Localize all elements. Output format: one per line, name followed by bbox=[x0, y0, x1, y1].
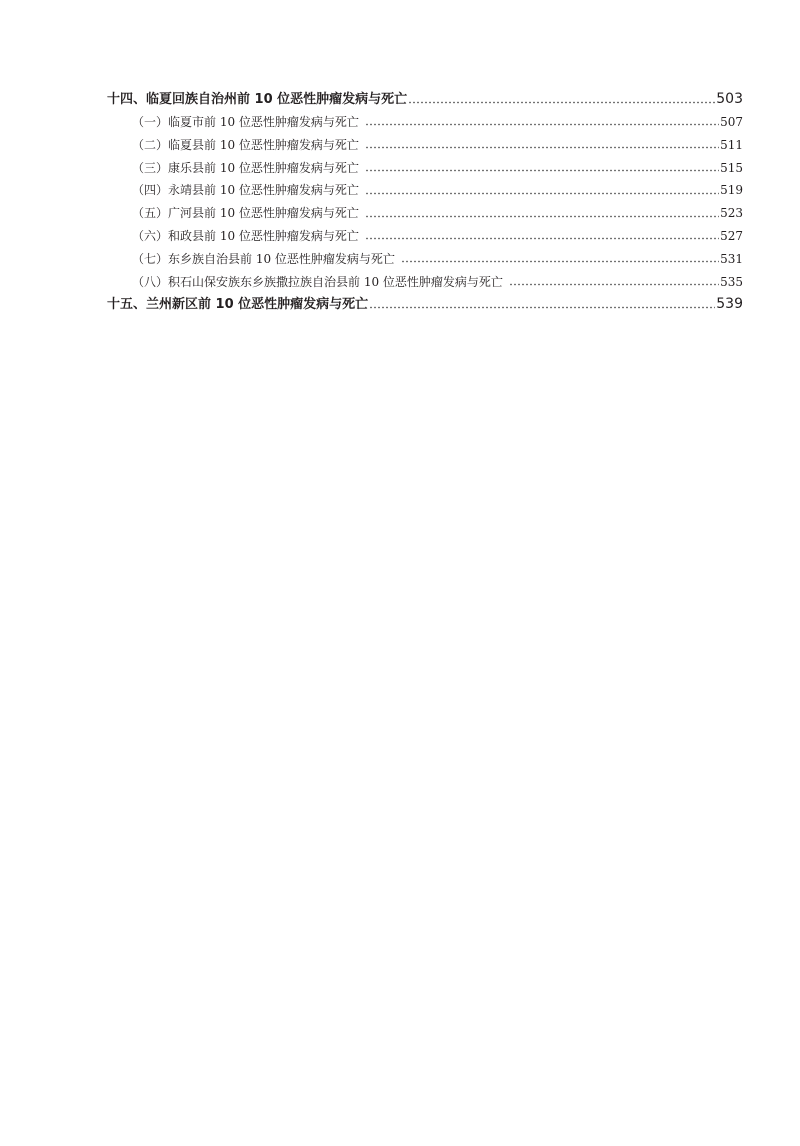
toc-entry-title: （二）临夏县前 10 位恶性肿瘤发病与死亡 bbox=[132, 137, 359, 152]
toc-entry-page: 519 bbox=[720, 183, 743, 198]
dot-leader bbox=[369, 300, 715, 310]
toc-entry-subsection[interactable] bbox=[107, 271, 743, 294]
toc-entry-title: 十四、临夏回族自治州前 10 位恶性肿瘤发病与死亡 bbox=[107, 92, 408, 107]
toc-entry-title: （四）永靖县前 10 位恶性肿瘤发病与死亡 bbox=[132, 183, 359, 198]
toc-entry-subsection[interactable] bbox=[107, 179, 743, 202]
dot-leader bbox=[408, 95, 715, 105]
toc-entry-page: 523 bbox=[720, 206, 743, 221]
dot-leader bbox=[401, 254, 719, 264]
toc-entry-title: （三）康乐县前 10 位恶性肿瘤发病与死亡 bbox=[132, 160, 359, 175]
toc-entry-subsection[interactable] bbox=[107, 157, 743, 180]
toc-entry-title: 十五、兰州新区前 10 位恶性肿瘤发病与死亡 bbox=[107, 297, 369, 313]
toc-entry-page: 531 bbox=[720, 251, 743, 266]
toc-entry-section[interactable] bbox=[107, 88, 743, 111]
toc-entry-subsection[interactable] bbox=[107, 111, 743, 134]
table-of-contents bbox=[107, 88, 743, 316]
toc-entry-page: 507 bbox=[720, 115, 743, 129]
toc-entry-page: 535 bbox=[720, 274, 743, 289]
toc-entry-page: 539 bbox=[716, 296, 743, 313]
dot-leader bbox=[365, 231, 719, 241]
toc-entry-section[interactable] bbox=[107, 293, 743, 316]
toc-entry-title: （七）东乡族自治县前 10 位恶性肿瘤发病与死亡 bbox=[132, 251, 395, 266]
dot-leader bbox=[365, 140, 719, 150]
toc-entry-subsection[interactable] bbox=[107, 202, 743, 225]
toc-entry-title: （五）广河县前 10 位恶性肿瘤发病与死亡 bbox=[132, 206, 359, 221]
dot-leader bbox=[365, 186, 719, 196]
toc-entry-subsection[interactable] bbox=[107, 225, 743, 248]
toc-entry-subsection[interactable] bbox=[107, 134, 743, 157]
toc-entry-page: 527 bbox=[720, 228, 743, 243]
toc-entry-title: （八）积石山保安族东乡族撒拉族自治县前 10 位恶性肿瘤发病与死亡 bbox=[132, 274, 503, 289]
toc-entry-page: 515 bbox=[720, 160, 743, 175]
dot-leader bbox=[509, 277, 719, 287]
toc-entry-title: （一）临夏市前 10 位恶性肿瘤发病与死亡 bbox=[132, 115, 359, 129]
dot-leader bbox=[365, 117, 719, 127]
dot-leader bbox=[365, 209, 719, 219]
toc-entry-subsection[interactable] bbox=[107, 248, 743, 271]
toc-entry-page: 503 bbox=[716, 91, 743, 107]
toc-entry-page: 511 bbox=[720, 137, 743, 152]
toc-entry-title: （六）和政县前 10 位恶性肿瘤发病与死亡 bbox=[132, 228, 359, 243]
dot-leader bbox=[365, 163, 719, 173]
